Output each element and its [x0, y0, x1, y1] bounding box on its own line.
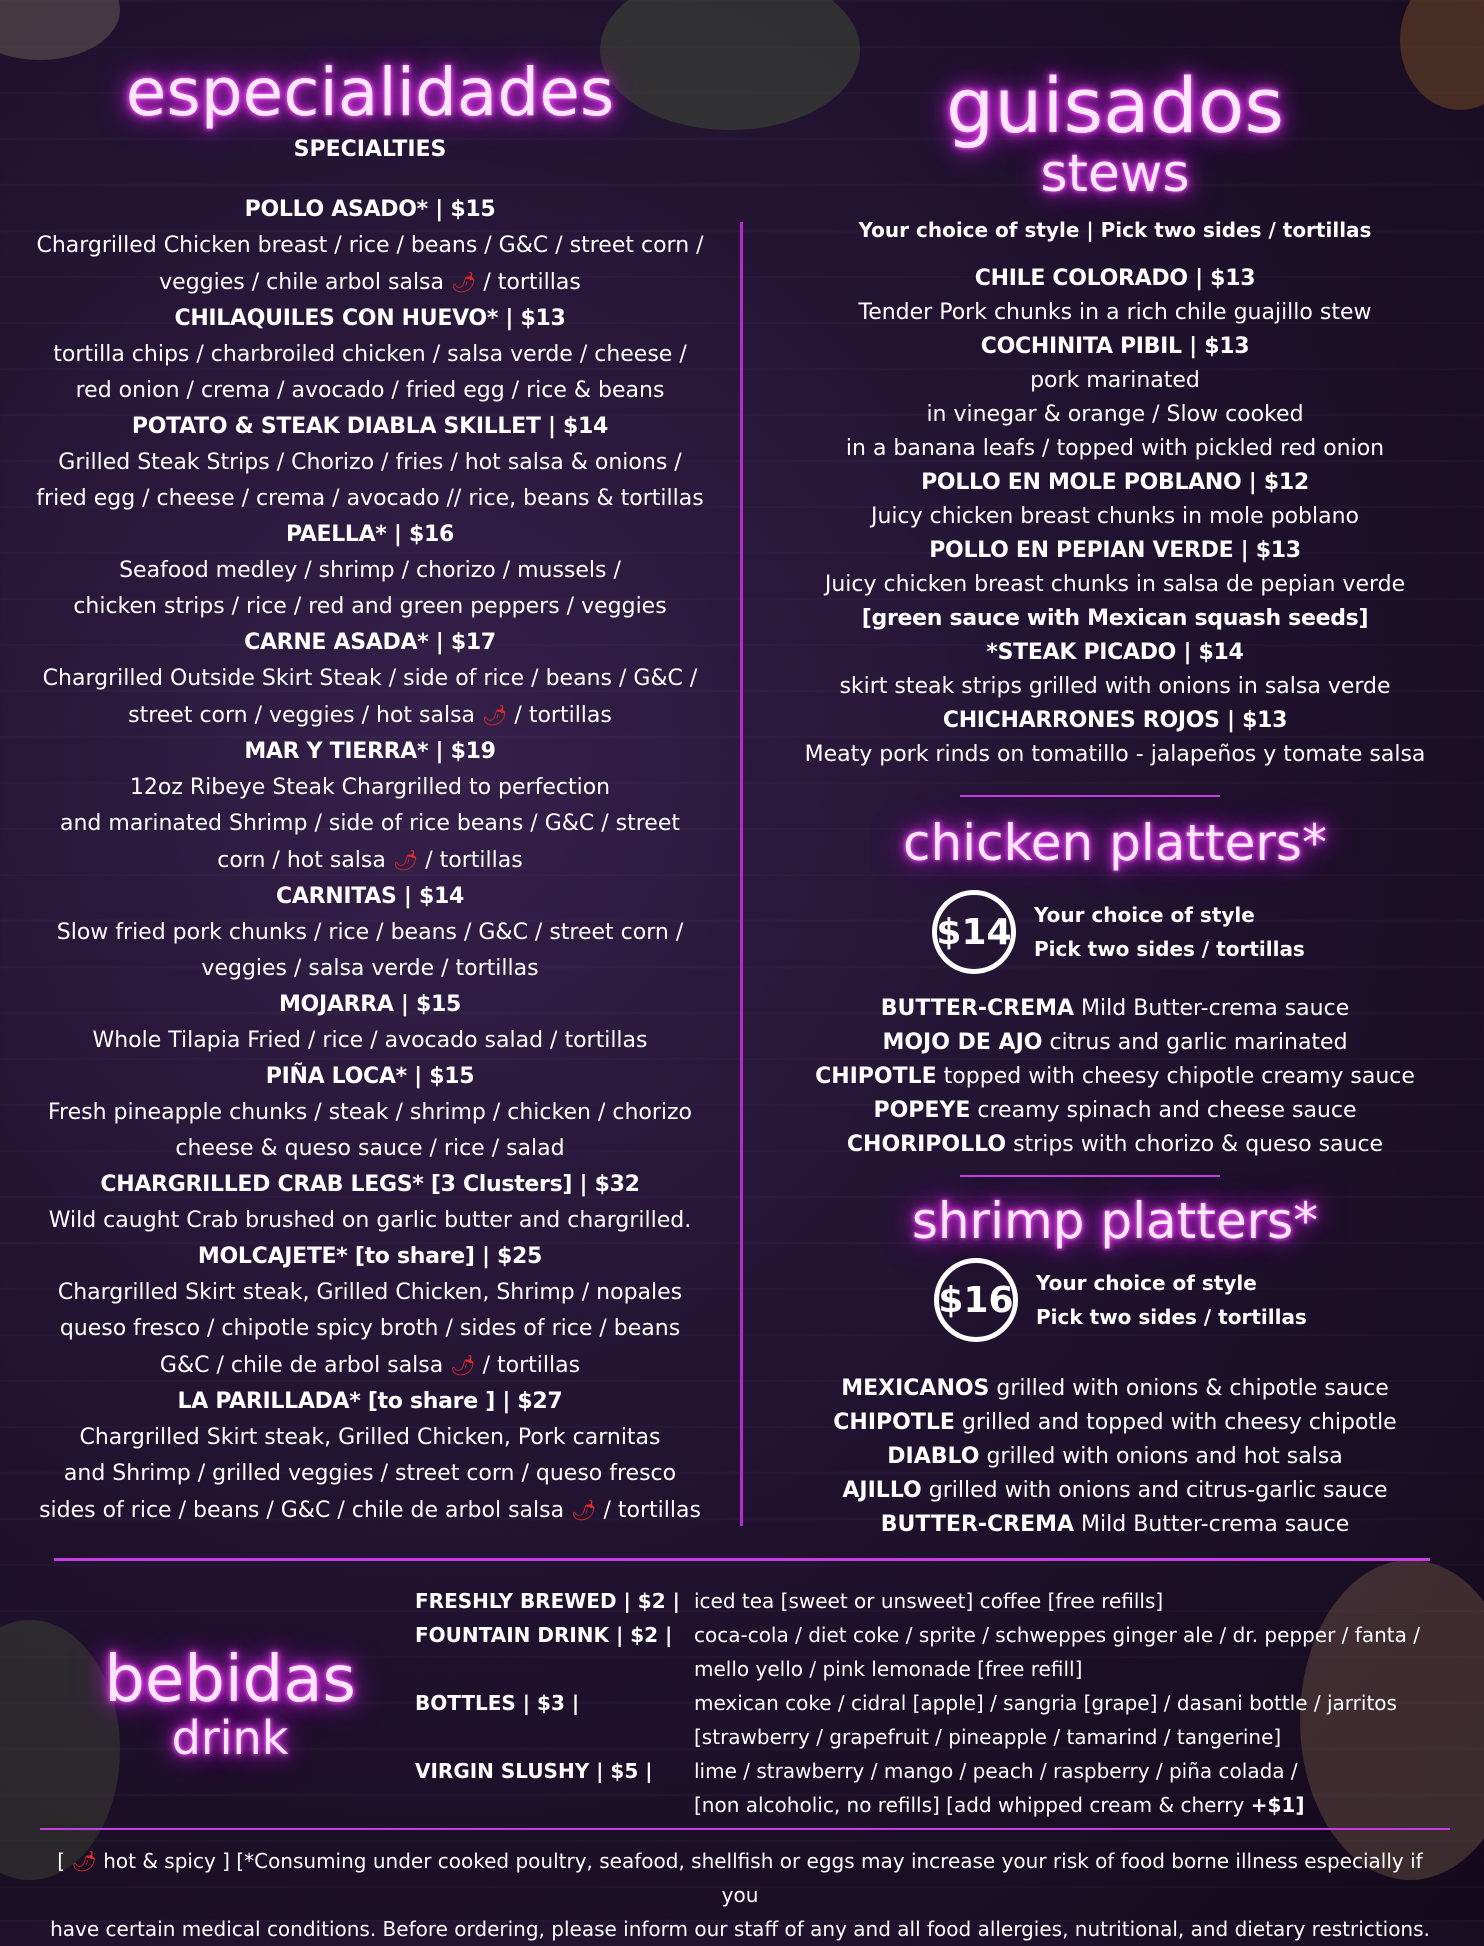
- item-description: chicken strips / rice / red and green peppers / veggies: [73, 594, 667, 619]
- drink-options: mello yello / pink lemonade [free refill]: [694, 1657, 1083, 1681]
- shrimp-choice: [1036, 1266, 1307, 1334]
- choice-line: Pick two sides / tortillas: [1036, 1305, 1307, 1329]
- bebidas-title: bebidas: [104, 1643, 356, 1717]
- chicken-platters-title: chicken platters*: [903, 814, 1327, 872]
- item-description: Meaty pork rinds on tomatillo - jalapeños y tomate salsa: [804, 742, 1426, 767]
- item-description: in vinegar & orange / Slow cooked: [926, 402, 1304, 427]
- menu-item: [20, 734, 720, 879]
- sauce-option: CHORIPOLLO strips with chorizo & queso sauce: [846, 1132, 1384, 1157]
- item-description: corn / hot salsa 🌶 / tortillas: [20, 842, 720, 879]
- item-description: tortilla chips / charbroiled chicken / salsa verde / cheese /: [53, 342, 687, 367]
- menu-item: [20, 301, 720, 409]
- section-divider: [960, 795, 1220, 797]
- item-note: [green sauce with Mexican squash seeds]: [861, 606, 1369, 631]
- menu-item: [780, 466, 1450, 534]
- drink-label: FRESHLY BREWED | $2 |: [415, 1589, 680, 1613]
- item-title: CHICHARRONES ROJOS | $13: [942, 708, 1288, 733]
- item-description: queso fresco / chipotle spicy broth / sides of rice / beans: [59, 1316, 681, 1341]
- menu-item: [20, 192, 720, 301]
- item-title: CHILAQUILES CON HUEVO* | $13: [174, 306, 566, 331]
- item-description: 12oz Ribeye Steak Chargrilled to perfection: [129, 775, 611, 800]
- menu-item: [20, 1384, 720, 1529]
- sauce-option: MOJO DE AJO citrus and garlic marinated: [882, 1030, 1348, 1055]
- chicken-price-badge: $14: [932, 890, 1016, 974]
- sauce-option: BUTTER-CREMA Mild Butter-crema sauce: [880, 996, 1350, 1021]
- menu-item: [780, 704, 1450, 772]
- drink-label: FOUNTAIN DRINK | $2 |: [415, 1623, 673, 1647]
- sauce-option: CHIPOTLE topped with cheesy chipotle creamy sauce: [815, 1064, 1415, 1089]
- menu-item: [780, 330, 1450, 466]
- item-description: street corn / veggies / hot salsa 🌶 / tortillas: [20, 697, 720, 734]
- especialidades-title: especialidades: [125, 54, 615, 131]
- item-description: Grilled Steak Strips / Chorizo / fries / hot salsa & onions /: [58, 450, 682, 475]
- item-description: fried egg / cheese / crema / avocado // rice, beans & tortillas: [36, 486, 704, 511]
- item-title: COCHINITA PIBIL | $13: [980, 334, 1250, 359]
- item-description: Juicy chicken breast chunks in salsa de pepian verde: [824, 572, 1406, 597]
- stews-subtitle: stews: [1040, 144, 1190, 204]
- menu-item: [20, 517, 720, 625]
- drinks-divider: [54, 1558, 1430, 1561]
- chili-pepper-icon: 🌶: [482, 703, 508, 727]
- drink-options: iced tea [sweet or unsweet] coffee [free refills]: [694, 1589, 1164, 1613]
- item-description: sides of rice / beans / G&C / chile de arbol salsa 🌶 / tortillas: [20, 1492, 720, 1529]
- item-description: pork marinated: [1030, 368, 1200, 393]
- sauce-option: MEXICANOS grilled with onions & chipotle sauce: [841, 1376, 1389, 1401]
- item-description: Whole Tilapia Fried / rice / avocado salad / tortillas: [92, 1028, 648, 1053]
- item-title: CHILE COLORADO | $13: [974, 266, 1256, 291]
- item-description: cheese & queso sauce / rice / salad: [175, 1136, 565, 1161]
- drink-options: [strawberry / grapefruit / pineapple / tamarind / tangerine]: [694, 1725, 1282, 1749]
- shrimp-platters-title: shrimp platters*: [911, 1192, 1319, 1250]
- item-title: MOLCAJETE* [to share] | $25: [197, 1244, 543, 1269]
- guisados-title: guisados: [945, 61, 1285, 150]
- item-description: Wild caught Crab brushed on garlic butter and chargrilled.: [48, 1208, 692, 1233]
- item-description: veggies / chile arbol salsa 🌶 / tortillas: [20, 264, 720, 301]
- sauce-option: BUTTER-CREMA Mild Butter-crema sauce: [880, 1512, 1350, 1537]
- item-description: Chargrilled Skirt steak, Grilled Chicken, Pork carnitas: [79, 1425, 661, 1450]
- item-description: red onion / crema / avocado / fried egg / rice & beans: [75, 378, 665, 403]
- sauce-option: CHIPOTLE grilled and topped with cheesy chipotle: [833, 1410, 1397, 1435]
- specialties-subtitle: SPECIALTIES: [293, 137, 447, 162]
- menu-item: [780, 636, 1450, 704]
- item-title: POLLO EN MOLE POBLANO | $12: [921, 470, 1309, 495]
- item-description: skirt steak strips grilled with onions in salsa verde: [839, 674, 1391, 699]
- item-title: POTATO & STEAK DIABLA SKILLET | $14: [131, 414, 609, 439]
- item-description: Slow fried pork chunks / rice / beans / G&C / street corn /: [56, 920, 684, 945]
- item-description: Fresh pineapple chunks / steak / shrimp / chicken / chorizo: [47, 1100, 693, 1125]
- item-title: POLLO ASADO* | $15: [244, 197, 496, 222]
- chili-pepper-icon: 🌶: [451, 270, 477, 294]
- item-description: and Shrimp / grilled veggies / street corn / queso fresco: [63, 1461, 677, 1486]
- menu-item: [20, 1167, 720, 1239]
- drink-label: BOTTLES | $3 |: [415, 1691, 580, 1715]
- menu-item: [780, 262, 1450, 330]
- chili-pepper-icon: 🌶: [571, 1498, 597, 1522]
- item-description: veggies / salsa verde / tortillas: [201, 956, 539, 981]
- drink-options: coca-cola / diet coke / sprite / schweppes ginger ale / dr. pepper / fanta /: [694, 1623, 1420, 1647]
- item-title: CARNITAS | $14: [276, 884, 464, 909]
- choice-line: Your choice of style: [1034, 903, 1255, 927]
- disclaimer-line: [ 🌶 hot & spicy ] [*Consuming under cooked poultry, seafood, shellfish or eggs may increase your risk of food borne illness especially if you: [40, 1844, 1440, 1912]
- menu-item: [20, 1059, 720, 1167]
- chili-pepper-icon: 🌶: [71, 1849, 97, 1873]
- shrimp-sauce-list: [780, 1372, 1450, 1542]
- item-title: *STEAK PICADO | $14: [986, 640, 1244, 665]
- menu-item: [780, 534, 1450, 636]
- item-title: PAELLA* | $16: [285, 522, 455, 547]
- disclaimer-line: have certain medical conditions. Before ordering, please inform our staff of any and all food allergies, nutritional, and dietary restrictions.: [50, 1917, 1430, 1941]
- item-title: POLLO EN PEPIAN VERDE | $13: [929, 538, 1301, 563]
- item-title: CARNE ASADA* | $17: [244, 630, 496, 655]
- item-description: G&C / chile de arbol salsa 🌶 / tortillas: [20, 1347, 720, 1384]
- menu-item: [20, 1239, 720, 1384]
- extra-price: +$1]: [1250, 1793, 1305, 1817]
- item-title: MOJARRA | $15: [278, 992, 462, 1017]
- chili-pepper-icon: 🌶: [392, 848, 419, 872]
- item-title: PIÑA LOCA* | $15: [265, 1064, 475, 1089]
- drink-options: [non alcoholic, no refills] [add whipped cream & cherry +$1]: [694, 1793, 1305, 1817]
- menu-item: [20, 987, 720, 1059]
- item-title: MAR Y TIERRA* | $19: [244, 739, 496, 764]
- footer-divider: [40, 1828, 1450, 1830]
- chicken-choice: [1034, 898, 1305, 966]
- disclaimer: [40, 1844, 1440, 1946]
- section-divider: [960, 1175, 1220, 1177]
- item-description: Chargrilled Skirt steak, Grilled Chicken, Shrimp / nopales: [57, 1280, 683, 1305]
- shrimp-price-badge: $16: [934, 1258, 1018, 1342]
- item-description: Juicy chicken breast chunks in mole poblano: [870, 504, 1360, 529]
- column-divider: [740, 222, 743, 1526]
- choice-line: Pick two sides / tortillas: [1034, 937, 1305, 961]
- drink-subtitle: drink: [171, 1711, 289, 1765]
- specialties-list: [20, 192, 720, 1529]
- menu-item: [20, 625, 720, 734]
- choice-line: Your choice of style: [1036, 1271, 1257, 1295]
- sauce-option: AJILLO grilled with onions and citrus-garlic sauce: [842, 1478, 1388, 1503]
- item-title: LA PARILLADA* [to share ] | $27: [177, 1389, 563, 1414]
- drink-options: lime / strawberry / mango / peach / raspberry / piña colada /: [694, 1759, 1298, 1783]
- item-description: in a banana leafs / topped with pickled red onion: [845, 436, 1385, 461]
- item-description: and marinated Shrimp / side of rice beans / G&C / street: [60, 811, 680, 836]
- chili-pepper-icon: 🌶: [450, 1353, 476, 1377]
- item-title: CHARGRILLED CRAB LEGS* [3 Clusters] | $32: [100, 1172, 640, 1197]
- chicken-sauce-list: [780, 992, 1450, 1162]
- item-description: Tender Pork chunks in a rich chile guajillo stew: [858, 300, 1372, 325]
- sauce-option: DIABLO grilled with onions and hot salsa: [887, 1444, 1343, 1469]
- menu-item: [20, 879, 720, 987]
- stews-list: [780, 262, 1450, 772]
- item-description: Seafood medley / shrimp / chorizo / mussels /: [119, 558, 621, 583]
- item-description: Chargrilled Chicken breast / rice / beans / G&C / street corn /: [36, 233, 704, 258]
- guisados-note: Your choice of style | Pick two sides / tortillas: [858, 218, 1372, 242]
- sauce-option: POPEYE creamy spinach and cheese sauce: [873, 1098, 1357, 1123]
- drink-label: VIRGIN SLUSHY | $5 |: [415, 1759, 653, 1783]
- item-description: Chargrilled Outside Skirt Steak / side of rice / beans / G&C /: [42, 666, 698, 691]
- food-photo-decoration: [1300, 1560, 1484, 1880]
- menu-item: [20, 409, 720, 517]
- drink-options: mexican coke / cidral [apple] / sangria [grape] / dasani bottle / jarritos: [694, 1691, 1397, 1715]
